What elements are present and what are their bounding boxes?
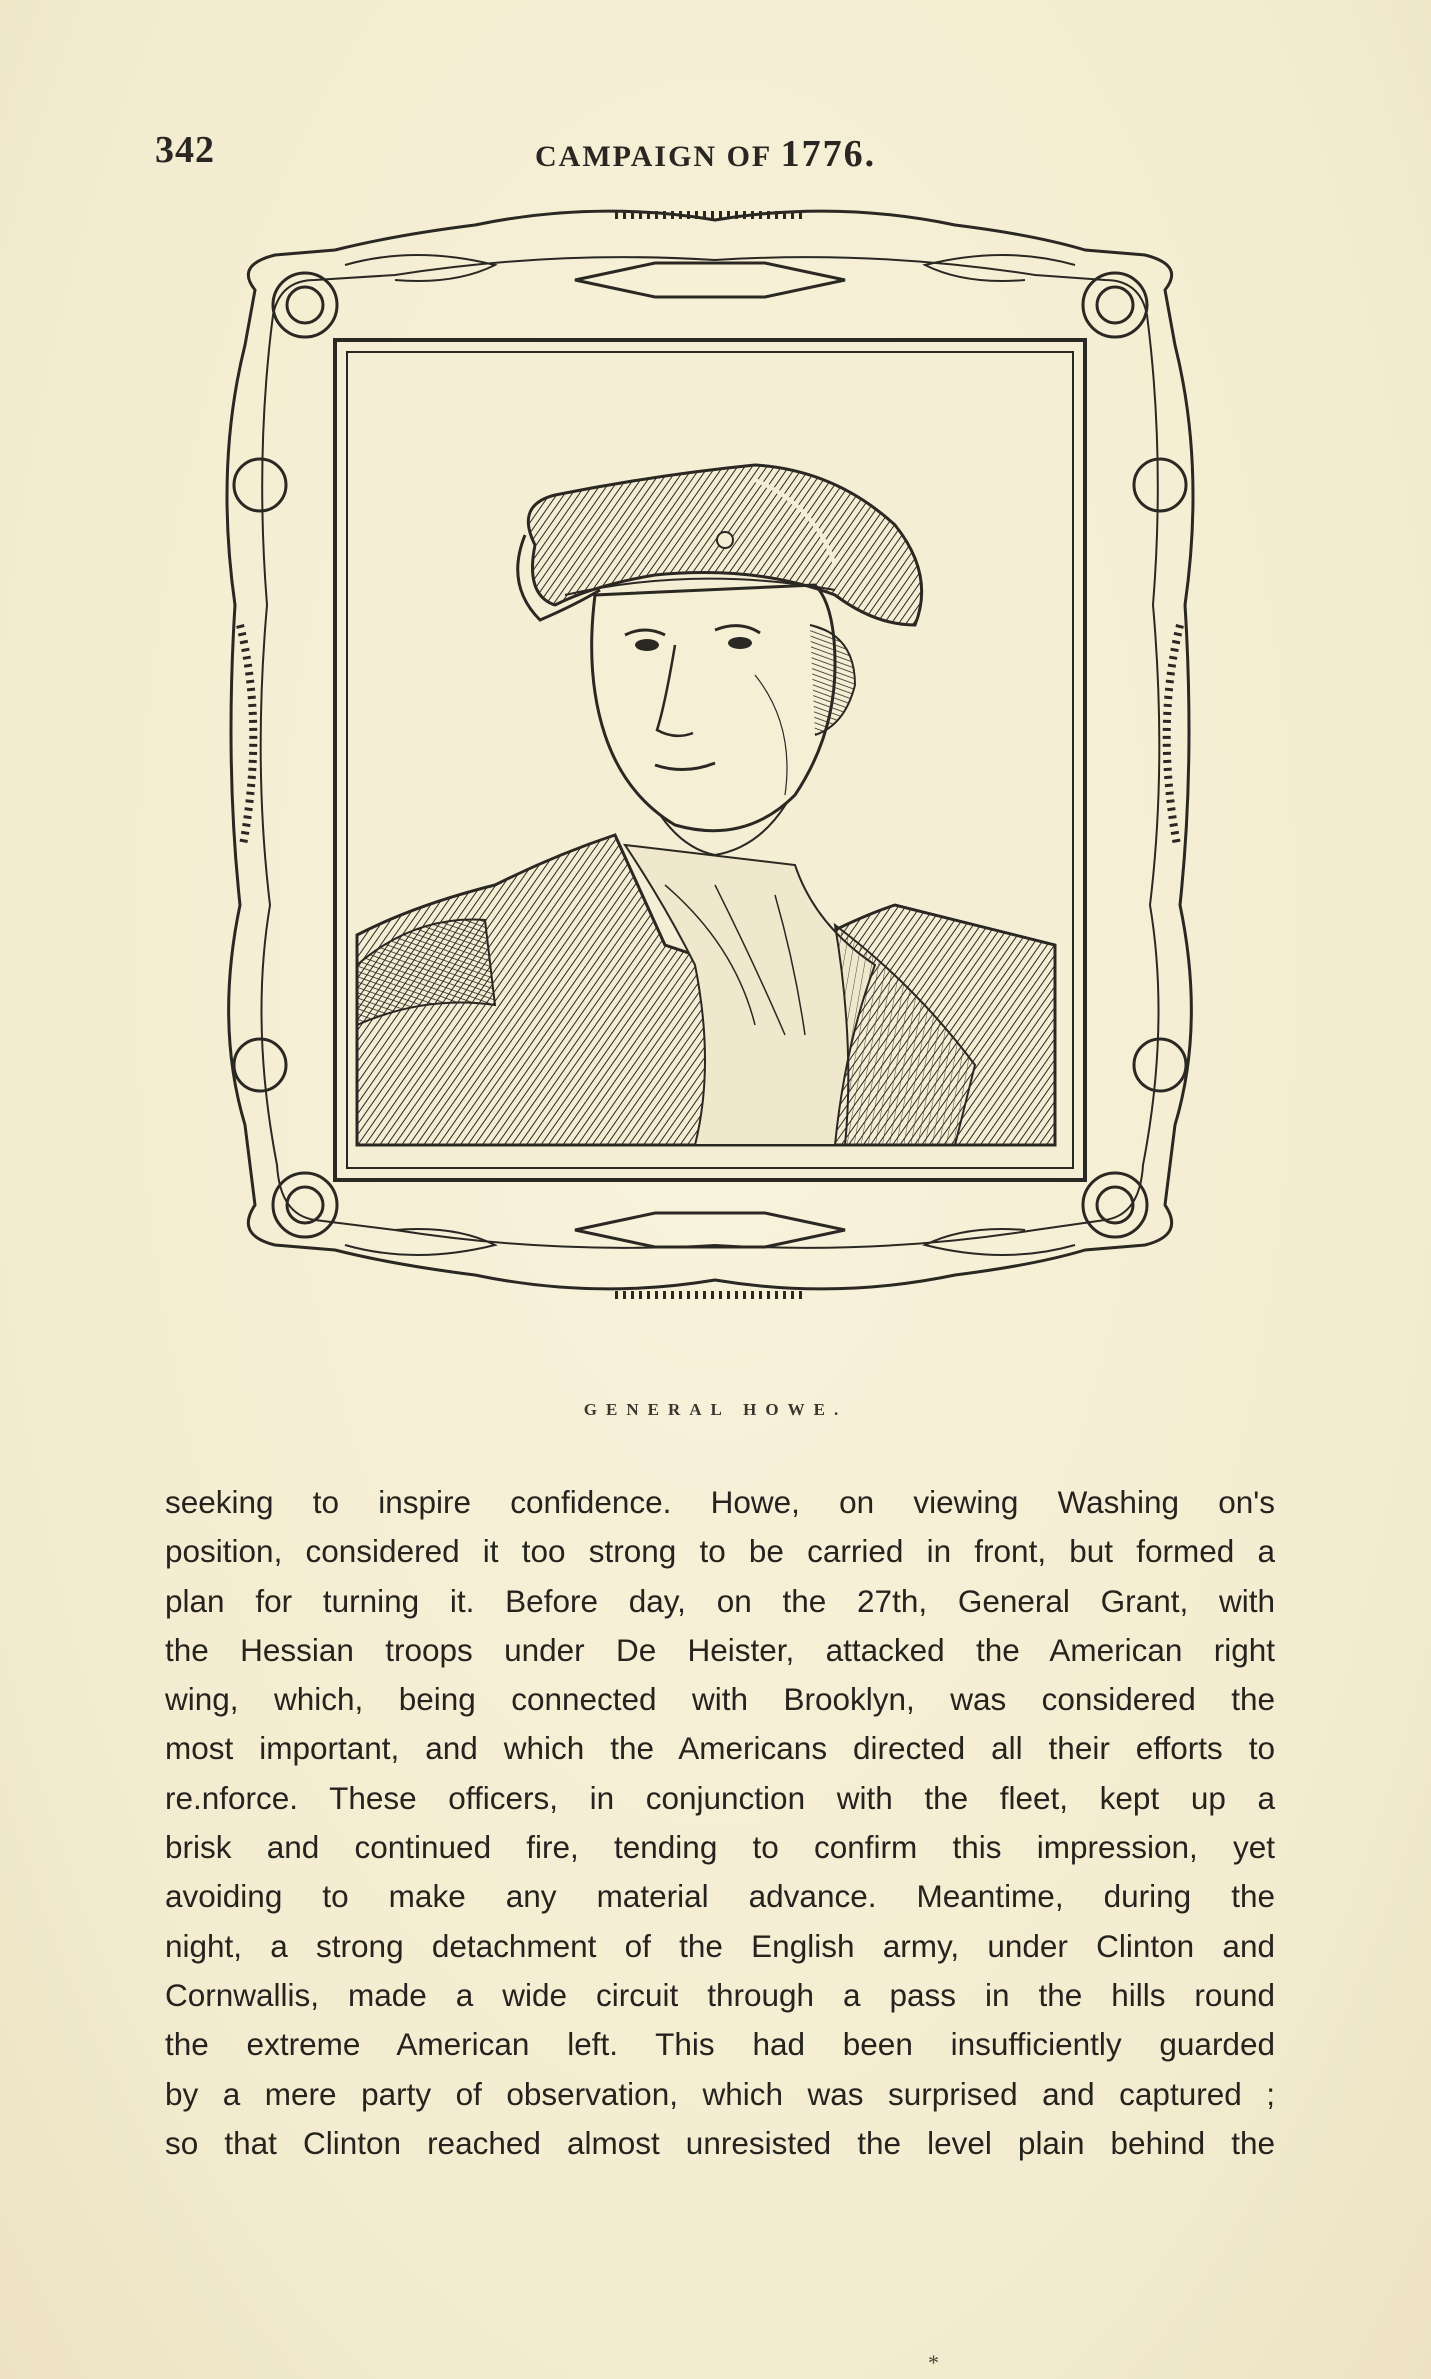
text-line: so that Clinton reached almost unresisted the level plain behind the [165,2124,1275,2161]
text-line: night, a strong detachment of the English army, under Clinton and [165,1927,1275,1964]
text-line: seeking to inspire confidence. Howe, on viewing Washing on's [165,1484,1275,1520]
text-line: the Hessian troops under De Heister, attacked the American right [165,1631,1275,1668]
running-title [535,132,876,176]
text-line: Cornwallis, made a wide circuit through a pass in the hills round [165,1976,1275,2013]
running-title-text: CAMPAIGN OF [535,140,781,173]
portrait-engraving [195,205,1225,1375]
engraved-portrait-icon [195,205,1225,1375]
text-line: avoiding to make any material advance. Meantime, during the [165,1878,1275,1915]
text-line: wing, which, being connected with Brooklyn, was considered the [165,1681,1275,1718]
text-line: position, considered it too strong to be carried in front, but formed a [165,1533,1275,1570]
text-line: most important, and which the Americans directed all their efforts to [165,1730,1275,1767]
page-header [155,128,1285,188]
signature-mark: * [928,2350,939,2375]
text-line: re.nforce. These officers, in conjunction with the fleet, kept up a [165,1779,1275,1816]
figure-caption: GENERAL HOWE. [583,1400,848,1419]
text-line: by a mere party of observation, which was surprised and captured ; [165,2075,1275,2112]
text-line: brisk and continued fire, tending to confirm this impression, yet [165,1829,1275,1866]
text-line: plan for turning it. Before day, on the 27th, General Grant, with [165,1582,1275,1619]
text-line: the extreme American left. This had been insufficiently guarded [165,2026,1275,2063]
page-number: 342 [155,129,215,171]
body-text [165,1478,1275,2168]
running-title-year: 1776. [780,133,877,175]
